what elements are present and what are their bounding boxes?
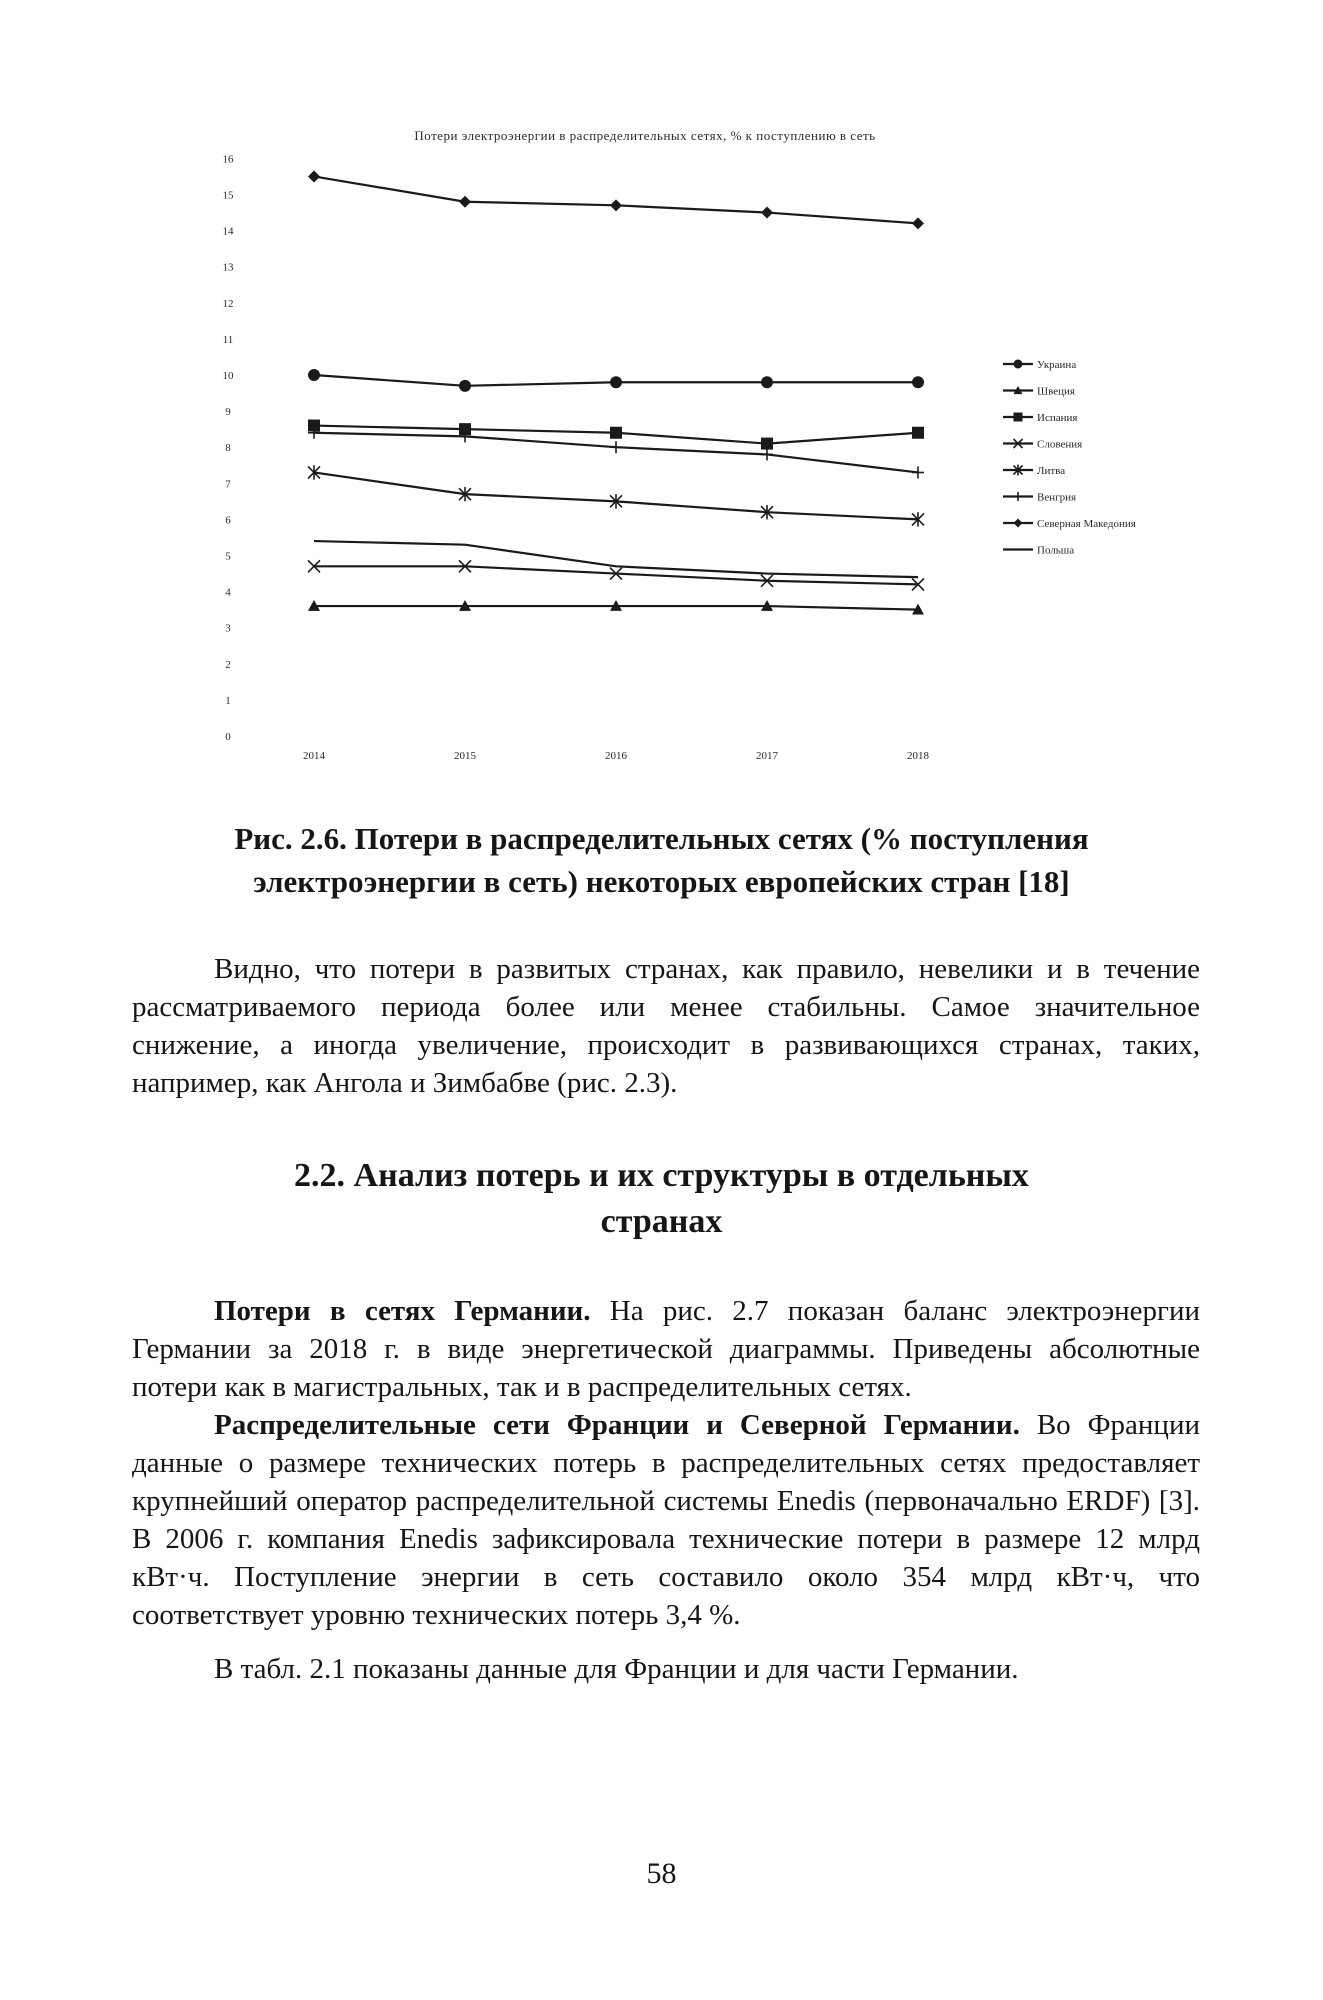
y-tick-label-9: 9 (225, 406, 231, 419)
series-1 (308, 369, 924, 392)
y-tick-label-5: 5 (225, 550, 231, 563)
y-tick-label-10: 10 (222, 370, 234, 382)
paragraph-2-runin: Потери в сетях Германии. (214, 1295, 591, 1327)
y-tick-label-6: 6 (225, 514, 231, 527)
series-1-point-2014 (308, 369, 320, 381)
legend-label-5: Литва (1037, 465, 1066, 477)
x-axis (303, 750, 930, 762)
y-tick-label-13: 13 (222, 261, 234, 274)
legend-marker-6 (1014, 492, 1023, 501)
y-tick-label-4: 4 (225, 586, 231, 599)
chart-title: Потери электроэнергии в распределительных сетях, % к поступлению в сеть (414, 128, 876, 143)
legend-item-3 (1003, 412, 1077, 424)
series-7 (308, 170, 924, 229)
y-tick-label-16: 16 (222, 153, 234, 166)
series-7-point-2016 (610, 199, 622, 211)
paragraph-2 (132, 1292, 1200, 1406)
paragraph-3-runin: Распределительные сети Франции и Северной Германии. (214, 1409, 1020, 1441)
series-layer (308, 170, 924, 614)
legend-item-1 (1003, 359, 1076, 371)
y-tick-label-7: 7 (225, 478, 231, 491)
legend-label-4: Словения (1037, 438, 1083, 451)
series-3-point-2017 (761, 438, 773, 450)
legend-item-7 (1003, 518, 1136, 530)
x-tick-label-2018: 2018 (907, 750, 929, 762)
legend-label-1: Украина (1037, 359, 1077, 371)
series-6-point-2016 (610, 441, 622, 453)
legend-item-5 (1003, 465, 1065, 477)
caption-line-1: Рис. 2.6. Потери в распределительных сетях (% поступления (234, 821, 1089, 856)
heading-line-1: 2.2. Анализ потерь и их структуры в отдельных (294, 1157, 1029, 1194)
loss-line-chart (0, 0, 1323, 800)
series-6-point-2018 (912, 466, 924, 478)
y-tick-label-12: 12 (222, 297, 234, 310)
series-2 (308, 600, 924, 614)
series-7-point-2017 (761, 207, 773, 219)
y-tick-label-14: 14 (222, 225, 234, 238)
series-5 (308, 465, 924, 526)
legend-marker-1 (1014, 360, 1023, 369)
legend-label-3: Испания (1037, 412, 1078, 424)
y-tick-label-15: 15 (222, 189, 234, 202)
legend-item-4 (1003, 439, 1082, 451)
page-number: 58 (646, 1857, 677, 1890)
legend-item-6 (1003, 492, 1076, 504)
series-7-point-2015 (459, 196, 471, 208)
series-1-point-2016 (610, 376, 622, 388)
y-tick-label-11: 11 (222, 333, 234, 346)
y-tick-label-1: 1 (225, 694, 231, 707)
legend-marker-7 (1014, 519, 1023, 528)
series-1-point-2018 (912, 376, 924, 388)
series-7-point-2014 (308, 170, 320, 182)
series-3-point-2018 (912, 427, 924, 439)
heading-line-2: странах (600, 1203, 723, 1240)
y-tick-label-8: 8 (225, 442, 231, 455)
legend-label-8: Польша (1037, 544, 1075, 557)
caption-line-2: электроэнергии в сеть) некоторых европейских стран [18] (253, 864, 1070, 899)
legend-label-7: Северная Македония (1037, 518, 1136, 530)
chart-legend (1003, 359, 1136, 557)
series-8 (314, 541, 918, 577)
y-axis (223, 153, 235, 743)
paragraph-4: В табл. 2.1 показаны данные для Франции и для части Германии. (214, 1653, 1019, 1685)
paragraph-3 (132, 1406, 1200, 1634)
x-tick-label-2016: 2016 (605, 750, 627, 762)
series-1-point-2015 (459, 380, 471, 392)
legend-label-6: Венгрия (1037, 491, 1077, 504)
figure-caption (120, 817, 1203, 903)
legend-label-2: Швеция (1037, 385, 1075, 398)
series-1-point-2017 (761, 376, 773, 388)
x-tick-label-2017: 2017 (756, 750, 778, 762)
y-tick-label-3: 3 (225, 622, 231, 635)
series-7-point-2018 (912, 217, 924, 229)
x-tick-label-2015: 2015 (454, 750, 476, 762)
x-tick-label-2014: 2014 (303, 750, 325, 762)
legend-marker-3 (1014, 413, 1023, 422)
paragraph-2-text: На рис. 2.7 показан баланс электроэнергии Германии за 2018 г. в виде энергетической диаграммы. Приведены абсолютные потери как в магистральных, так и в распределительных сетях. (132, 1295, 1200, 1403)
paragraph-3-text: Во Франции данные о размере технических потерь в распределительных сетях предоставляет крупнейший оператор распределительной системы Enedis (первоначально ERDF) [3]. В 2006 г. компания Enedis зафиксировала технические потери в размере 12 млрд кВт·ч. Поступление энергии в сеть составило около 354 млрд кВт·ч, что соответствует уровню технических потерь 3,4 %. (132, 1409, 1200, 1631)
section-heading (120, 1153, 1203, 1245)
y-tick-label-0: 0 (225, 731, 231, 743)
paragraph-1: Видно, что потери в развитых странах, как правило, невелики и в течение рассматриваемого периода более или менее стабильны. Самое значительное снижение, а иногда увеличение, происходит в развивающихся странах, таких, например, как Ангола и Зимбабве (рис. 2.3). (132, 953, 1200, 1099)
series-6-point-2017 (761, 448, 773, 460)
series-3-point-2016 (610, 427, 622, 439)
legend-item-8 (1003, 545, 1074, 557)
legend-item-2 (1003, 386, 1075, 398)
series-line-8 (314, 541, 918, 577)
y-tick-label-2: 2 (225, 658, 231, 671)
